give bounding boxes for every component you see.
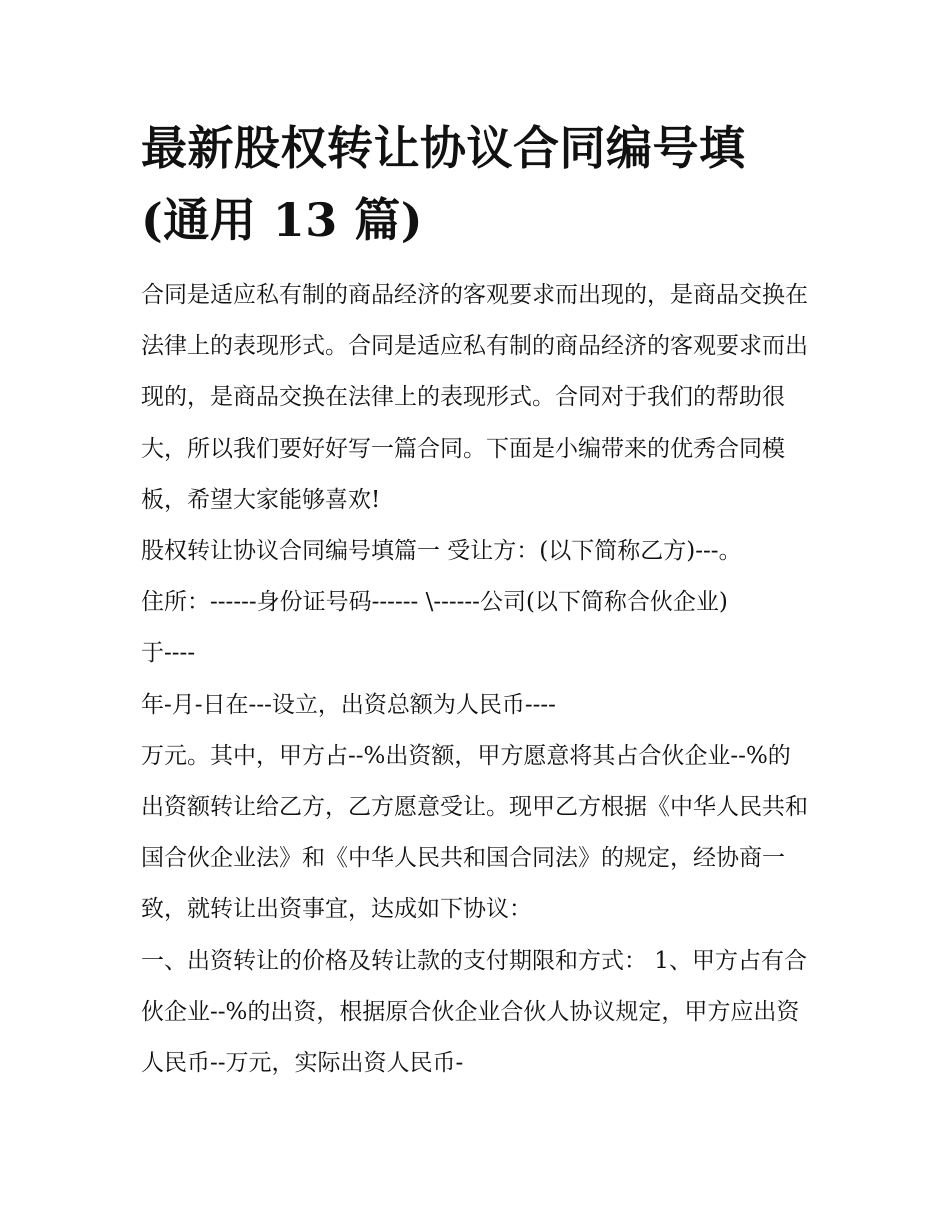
title-line-2: (通用 13 篇)	[141, 193, 424, 247]
paragraph-transfer-terms: 万元。其中，甲方占--%出资额，甲方愿意将其占合伙企业--%的出资额转让给乙方，乙方愿意受让。现甲乙方根据《中华人民共和国合伙企业法》和《中华人民共和国合同法》的规定，经协商一致，就转让出资事宜，达成如下协议：	[141, 742, 808, 923]
document-page	[141, 112, 813, 1089]
title-line-1: 最新股权转让协议合同编号填	[141, 121, 746, 175]
document-body	[141, 270, 813, 1089]
paragraph-section-one-heading: 股权转让协议合同编号填篇一 受让方：(以下简称乙方)---。	[141, 538, 742, 565]
document-title	[141, 112, 813, 256]
paragraph-establishment: 年-月-日在---设立，出资总额为人民币----	[141, 691, 556, 718]
paragraph-date-prefix: 于----	[141, 640, 196, 667]
paragraph-price-and-payment: 一、出资转让的价格及转让款的支付期限和方式： 1、甲方占有合伙企业--%的出资，根据原合伙企业合伙人协议规定，甲方应出资人民币--万元，实际出资人民币-	[141, 947, 807, 1077]
paragraph-intro: 合同是适应私有制的商品经济的客观要求而出现的，是商品交换在法律上的表现形式。合同是适应私有制的商品经济的客观要求而出现的，是商品交换在法律上的表现形式。合同对于我们的帮助很大，所以我们要好好写一篇合同。下面是小编带来的优秀合同模板，希望大家能够喜欢!	[141, 282, 808, 513]
paragraph-address-line: 住所：------身份证号码------ \------公司(以下简称合伙企业)	[141, 589, 728, 616]
